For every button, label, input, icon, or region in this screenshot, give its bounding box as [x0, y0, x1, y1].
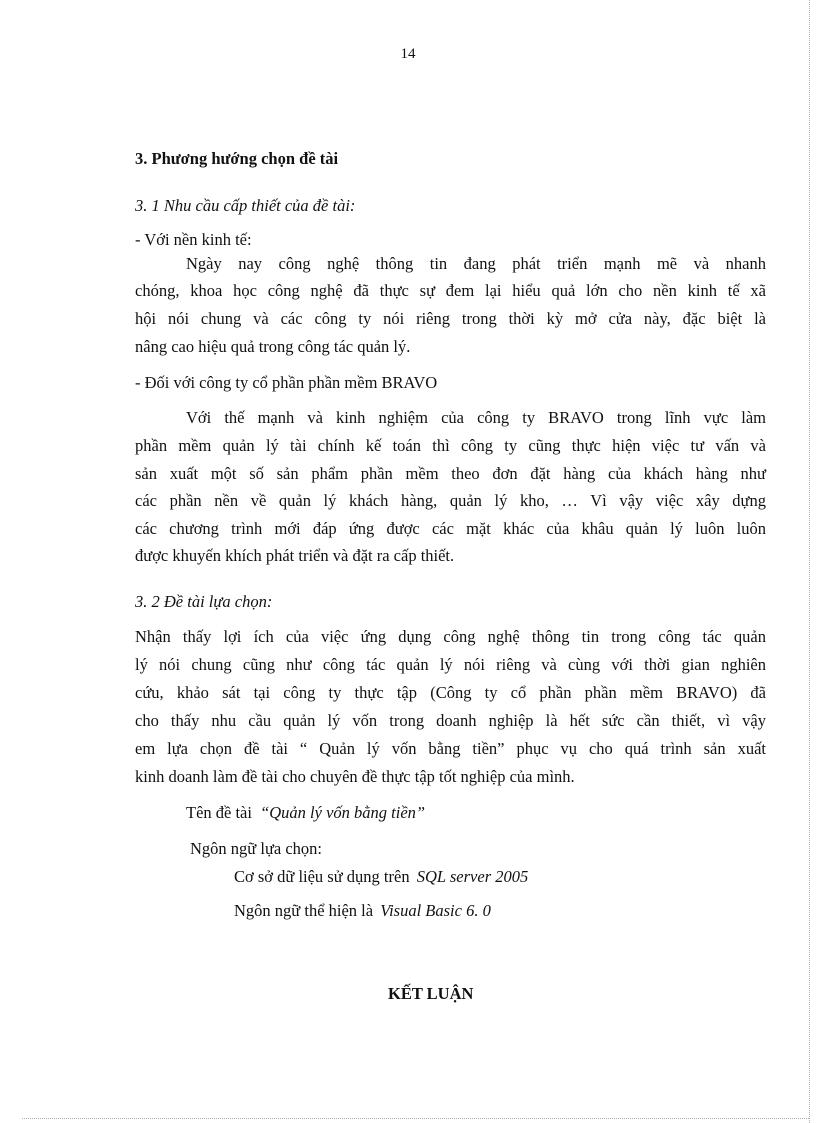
page-number: 14 [400, 46, 416, 62]
database-line [234, 867, 528, 887]
paragraph-line: được khuyến khích phát triển và đặt ra cấp thiết. [135, 546, 455, 565]
item-label-company: - Đối với công ty cổ phần phần mềm BRAVO [135, 373, 438, 392]
paragraph-line: lý nói chung cũng như công tác quản lý nói riêng và cùng với thời gian nghiên [135, 655, 766, 674]
paragraph-line: phần mềm quản lý tài chính kế toán thì công ty cũng thực hiện việc tư vấn và [135, 436, 766, 455]
paragraph-line: cứu, khảo sát tại công ty thực tập (Công ty cổ phần phần mềm BRAVO) đã [135, 683, 766, 702]
paragraph-line: kinh doanh làm đề tài cho chuyên đề thực tập tốt nghiệp của mình. [135, 767, 575, 786]
paragraph-line: Nhận thấy lợi ích của việc ứng dụng công nghệ thông tin trong công tác quản [135, 627, 766, 646]
paragraph-line: sản xuất một số sản phẩm phần mềm theo đơn đặt hàng của khách hàng như [135, 464, 766, 483]
subsection-title-1: 3. 1 Nhu cầu cấp thiết của đề tài: [135, 196, 356, 215]
topic-line [186, 803, 425, 823]
language-impl-label: Ngôn ngữ thể hiện là [234, 901, 374, 920]
language-choice-label: Ngôn ngữ lựa chọn: [190, 839, 322, 858]
database-value: SQL server 2005 [416, 867, 529, 886]
paragraph-line: Ngày nay công nghệ thông tin đang phát triển mạnh mẽ và nhanh [186, 254, 766, 273]
paragraph-line: cho thấy nhu cầu quản lý vốn trong doanh nghiệp là hết sức cần thiết, vì vậy [135, 711, 766, 730]
paragraph-line: chóng, khoa học công nghệ đã thực sự đem lại hiểu quả lớn cho nền kinh tế xã [135, 281, 766, 300]
language-impl-line [234, 901, 491, 921]
conclusion-heading: KẾT LUẬN [388, 984, 474, 1003]
paragraph-line: các chương trình mới đáp ứng được các mặt khác của khâu quản lý luôn luôn [135, 519, 766, 538]
topic-value: “Quản lý vốn bằng tiền” [260, 803, 426, 822]
paragraph-line: nâng cao hiệu quả trong công tác quản lý. [135, 337, 411, 356]
database-label: Cơ sở dữ liệu sử dụng trên [234, 867, 410, 886]
paragraph-line: hội nói chung và các công ty nói riêng trong thời kỳ mở cửa này, đặc biệt là [135, 309, 766, 328]
paragraph-line: em lựa chọn đề tài “ Quản lý vốn bằng tiền” phục vụ cho quá trình sản xuất [135, 739, 766, 758]
page-border-right [809, 0, 810, 1123]
paragraph-line: các phần nền về quản lý khách hàng, quản lý kho, … Vì vậy việc xây dựng [135, 491, 766, 510]
item-label-economy: - Với nền kinh tế: [135, 230, 252, 249]
language-impl-value: Visual Basic 6. 0 [380, 901, 491, 920]
paragraph-line: Với thế mạnh và kinh nghiệm của công ty BRAVO trong lĩnh vực làm [186, 408, 766, 427]
section-heading: 3. Phương hướng chọn đề tài [135, 149, 339, 168]
topic-label: Tên đề tài [186, 803, 252, 822]
page-border-bottom [22, 1118, 809, 1119]
subsection-title-2: 3. 2 Đề tài lựa chọn: [135, 592, 273, 611]
